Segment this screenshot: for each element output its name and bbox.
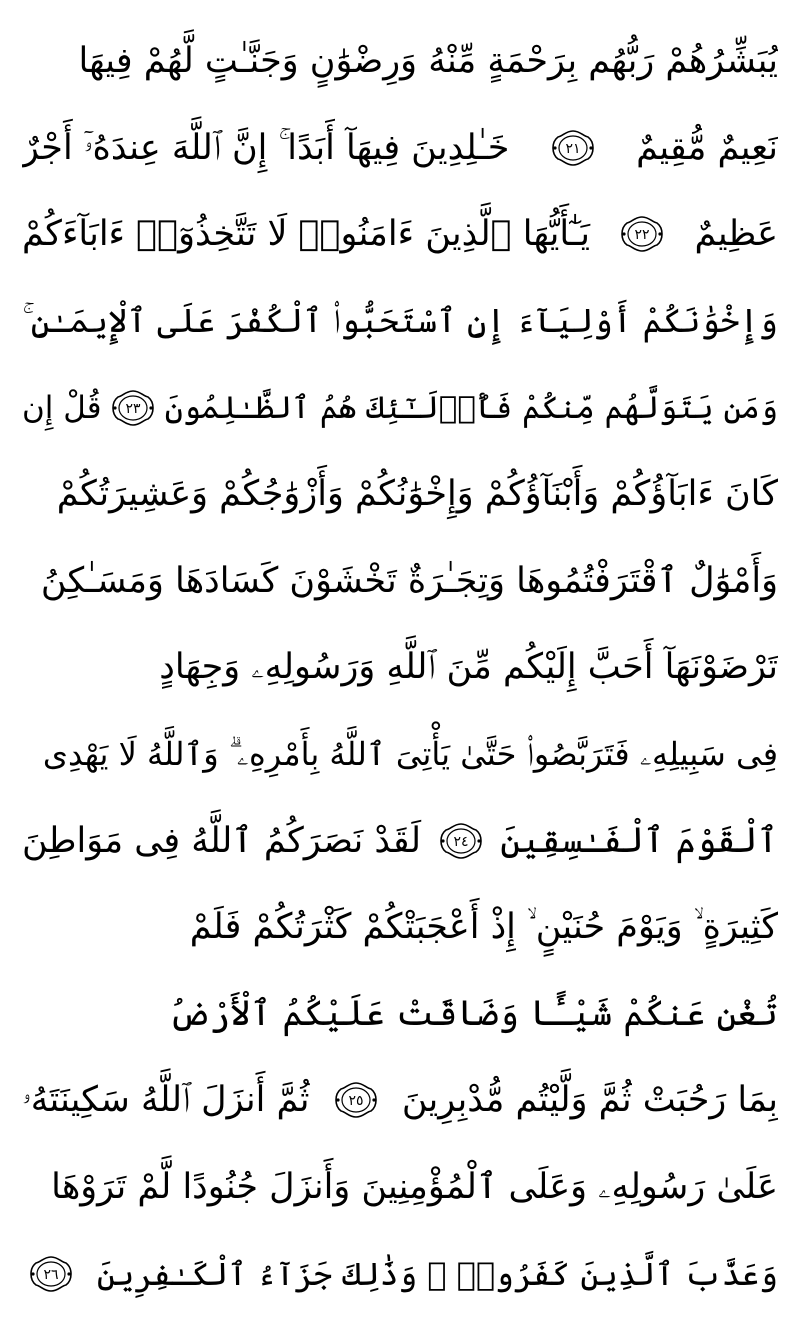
ayah-number: ٢٢ xyxy=(634,227,650,244)
verse-text: يَـٰٓأَيُّهَا ٱلَّذِينَ ءَامَنُوا۟ لَا تَتَّخِذُوٓا۟ ءَابَآءَكُمْ xyxy=(22,214,590,255)
verse-text: ثُمَّ أَنزَلَ ٱللَّهُ سَكِينَتَهُۥ xyxy=(22,1080,310,1121)
ayah-number: ٢٥ xyxy=(348,1093,364,1110)
verse-text: يُبَشِّرُهُمْ رَبُّهُم بِرَحْمَةٍ مِّنْهُ وَرِضْوَٰنٍ وَجَنَّـٰتٍ لَّهُمْ فِيهَا xyxy=(78,41,778,82)
verse-text: كَثِيرَةٍ ۙ وَيَوْمَ حُنَيْنٍ ۙ إِذْ أَعْجَبَتْكُمْ كَثْرَتُكُمْ فَلَمْ xyxy=(189,907,778,948)
ayah-number: ٢٤ xyxy=(453,833,469,850)
text-line xyxy=(22,711,778,798)
verse-text: كَانَ ءَابَآؤُكُمْ وَأَبْنَآؤُكُمْ وَإِخْوَٰنُكُمْ وَأَزْوَٰجُكُمْ وَعَشِيرَتُكُمْ xyxy=(56,474,778,515)
text-line xyxy=(22,278,778,365)
verse-text: فِى سَبِيلِهِۦ فَتَرَبَّصُوا۟ حَتَّىٰ يَأْتِىَ ٱللَّهُ بِأَمْرِهِۦ ۗ وَٱللَّهُ لَا يَهْدِى xyxy=(42,734,778,773)
verse-text: خَـٰلِدِينَ فِيهَآ أَبَدًا ۚ إِنَّ ٱللَّهَ عِندَهُۥٓ أَجْرٌ xyxy=(22,127,510,168)
text-line xyxy=(22,624,778,711)
verse-text: وَمَن يَتَوَلَّهُم مِّنكُمْ فَأُو۟لَـٰٓئِكَ هُمُ ٱلظَّـٰلِمُونَ xyxy=(164,389,778,426)
text-line xyxy=(22,191,778,278)
ayah-number: ٢٣ xyxy=(125,400,141,417)
verse-text: بِمَا رَحُبَتْ ثُمَّ وَلَّيْتُم مُّدْبِرِينَ xyxy=(401,1080,778,1121)
text-line xyxy=(22,1230,778,1317)
verse-text: وَعَذَّبَ ٱلَّذِينَ كَفَرُوا۟ ۚ وَذَٰلِكَ جَزَآءُ ٱلْكَـٰفِرِينَ xyxy=(96,1254,778,1293)
ayah-number: ٢١ xyxy=(565,140,581,157)
verse-text: عَلَىٰ رَسُولِهِۦ وَعَلَى ٱلْمُؤْمِنِينَ وَأَنزَلَ جُنُودًا لَّمْ تَرَوْهَا xyxy=(51,1167,778,1208)
ayah-marker-icon xyxy=(28,1254,74,1294)
verse-text: وَأَمْوَٰلٌ ٱقْتَرَفْتُمُوهَا وَتِجَـٰرَةٌ تَخْشَوْنَ كَسَادَهَا وَمَسَـٰكِنُ xyxy=(40,560,778,601)
verse-text: عَظِيمٌ xyxy=(694,214,778,255)
text-line xyxy=(22,1144,778,1231)
text-line xyxy=(22,1057,778,1144)
text-line xyxy=(22,364,778,451)
text-line xyxy=(22,105,778,192)
text-line xyxy=(22,18,778,105)
ayah-marker-icon xyxy=(438,821,484,861)
verse-text: لَقَدْ نَصَرَكُمُ ٱللَّهُ فِى مَوَاطِنَ xyxy=(22,820,422,861)
verse-text: نَعِيمٌ مُّقِيمٌ xyxy=(636,127,778,168)
ayah-marker-icon xyxy=(110,388,156,428)
verse-text: وَإِخْوَٰنَكُمْ أَوْلِيَآءَ إِنِ ٱسْتَحَبُّوا۟ ٱلْكُفْرَ عَلَى ٱلْإِيمَـٰنِ ۚ xyxy=(22,301,778,341)
verse-text: تَرْضَوْنَهَآ أَحَبَّ إِلَيْكُم مِّنَ ٱللَّهِ وَرَسُولِهِۦ وَجِهَادٍ xyxy=(159,647,778,688)
text-line xyxy=(22,884,778,971)
ayah-number: ٢٦ xyxy=(43,1266,59,1283)
ayah-marker-icon xyxy=(550,128,596,168)
ayah-marker-icon xyxy=(619,214,665,254)
text-line xyxy=(22,538,778,625)
verse-text: قُلْ إِن xyxy=(22,389,102,426)
ayah-marker-icon xyxy=(333,1080,379,1120)
text-line xyxy=(22,797,778,884)
verse-text: ٱلْقَوْمَ ٱلْفَـٰسِقِينَ xyxy=(500,820,778,861)
verse-text: تُغْنِ عَنكُمْ شَيْـًٔا وَضَاقَتْ عَلَيْكُمُ ٱلْأَرْضُ xyxy=(168,993,778,1034)
text-line xyxy=(22,971,778,1058)
text-line xyxy=(22,451,778,538)
